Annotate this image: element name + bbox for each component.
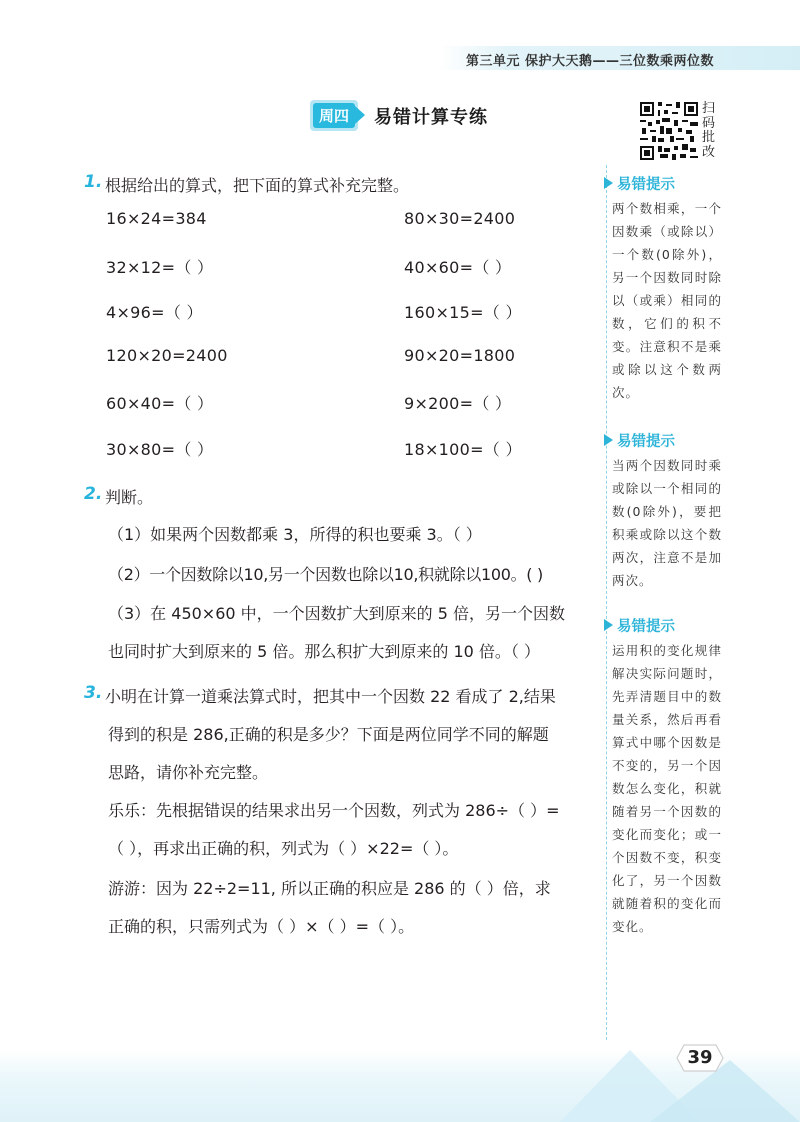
q2-item-3-line-2[interactable]: 也同时扩大到原来的 5 倍。那么积扩大到原来的 10 倍。（ ） [108, 642, 540, 661]
q3-lele-line-1[interactable]: 乐乐：先根据错误的结果求出另一个因数，列式为 286÷（ ）= [108, 801, 560, 820]
q3-line-3: 思路，请你补充完整。 [108, 763, 269, 782]
q1-row-6-right[interactable]: 18×100=（ ） [404, 440, 522, 459]
tip-header-1 [612, 172, 722, 194]
arrow-right-icon [604, 177, 613, 189]
question-1-number: 1. [84, 172, 103, 192]
tip-body-1: 两个数相乘，一个因数乘（或除以）一个数(0除外)，另一个因数同时除以（或乘）相同的数，它们的积不变。注意积不是乘或除以这个数两次。 [612, 201, 722, 400]
tip-box-2 [612, 429, 722, 592]
page-number-badge [676, 1044, 724, 1072]
q3-line-1: 小明在计算一道乘法算式时，把其中一个因数 22 看成了 2,结果 [105, 687, 556, 706]
tip-title-1: 易错提示 [617, 176, 675, 193]
day-badge: 周四 [313, 103, 355, 128]
tip-body-2: 当两个因数同时乘或除以一个相同的数(0除外)，要把积乘或除以这个数两次，注意不是加两次。 [612, 458, 722, 588]
question-1-text: 根据给出的算式，把下面的算式补充完整。 [105, 176, 410, 195]
page-number: 39 [687, 1047, 713, 1068]
tip-header-3 [612, 614, 722, 636]
q1-row-2-left[interactable]: 32×12=（ ） [106, 258, 214, 277]
q1-row-6-left[interactable]: 30×80=（ ） [106, 440, 214, 459]
qr-code-icon[interactable] [640, 102, 698, 160]
q1-row-5-left[interactable]: 60×40=（ ） [106, 394, 214, 413]
q1-row-2-right[interactable]: 40×60=（ ） [404, 258, 512, 277]
q2-item-2[interactable]: （2）一个因数除以10,另一个因数也除以10,积就除以100。( ) [108, 565, 543, 584]
q1-row-5-right[interactable]: 9×200=（ ） [404, 394, 512, 413]
page-title: 易错计算专练 [374, 106, 489, 128]
q1-row-4-left: 120×20=2400 [106, 346, 228, 365]
tip-title-3: 易错提示 [617, 618, 675, 635]
q3-youyou-line-2[interactable]: 正确的积，只需列式为（ ）×（ ）=（ ）。 [108, 917, 415, 936]
arrow-right-icon [604, 619, 613, 631]
section-title [310, 100, 488, 131]
q2-item-1[interactable]: （1）如果两个因数都乘 3，所得的积也要乘 3。（ ） [108, 525, 482, 544]
q1-row-3-left[interactable]: 4×96=（ ） [106, 303, 203, 322]
day-badge-frame [310, 100, 358, 131]
q3-lele-line-2[interactable]: （ ），再求出正确的积，列式为（ ）×22=（ ）。 [108, 839, 459, 858]
qr-label: 扫码批改 [702, 101, 716, 160]
q1-row-4-right: 90×20=1800 [404, 346, 516, 365]
tip-header-2 [612, 429, 722, 451]
q1-row-1-left: 16×24=384 [106, 209, 207, 228]
arrow-right-icon [604, 434, 613, 446]
unit-header: 第三单元 保护大天鹅——三位数乘两位数 [465, 54, 714, 69]
q3-youyou-line-1[interactable]: 游游：因为 22÷2=11, 所以正确的积应是 286 的（ ）倍，求 [108, 879, 551, 898]
tip-box-1 [612, 172, 722, 404]
tip-body-3: 运用积的变化规律解决实际问题时，先弄清题目中的数量关系，然后再看算式中哪个因数是不变的，另一个因数怎么变化，积就随着另一个因数的变化而变化；或一个因数不变，积变化了，另一个因数就随着积的变化而变化。 [612, 643, 722, 934]
sidebar-divider [606, 165, 607, 1040]
q2-item-3-line-1: （3）在 450×60 中，一个因数扩大到原来的 5 倍，另一个因数 [108, 604, 566, 623]
q1-row-3-right[interactable]: 160×15=（ ） [404, 303, 522, 322]
tip-box-3 [612, 614, 722, 938]
tip-title-2: 易错提示 [617, 433, 675, 450]
question-2-text: 判断。 [105, 488, 154, 507]
question-3-number: 3. [84, 683, 103, 703]
q3-line-2: 得到的积是 286,正确的积是多少？下面是两位同学不同的解题 [108, 725, 549, 744]
question-2-number: 2. [84, 484, 103, 504]
q1-row-1-right: 80×30=2400 [404, 209, 516, 228]
